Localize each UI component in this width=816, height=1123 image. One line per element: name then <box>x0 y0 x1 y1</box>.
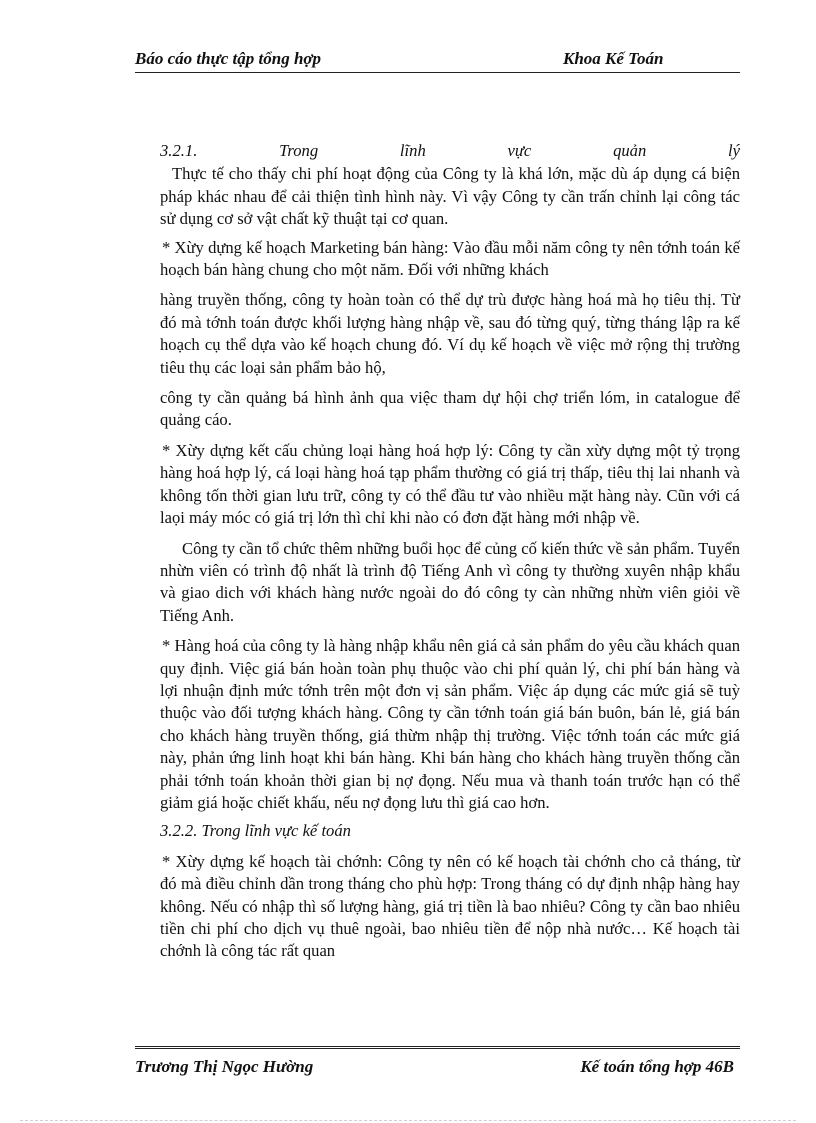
paragraph-pricing: * Hàng hoá của công ty là hàng nhập khẩu nên giá cả sản phẩm do yêu cầu khách quan quy định. Việc giá bán hoàn toàn phụ thuộc vào chi phí quản lý, chi phí bán hàng và lợi nhuận định mức tớnh trên một đơn vị sản phẩm. Việc áp dụng các mức giá sẽ tuỳ thuộc vào đối tượng khách hàng. Công ty cần tớnh toán giá bán buôn, bán lẻ, giá bán cho khách hàng truyền thống, giá thừm nhập thị trường. Việc tớnh toán các mức giá này, phản ứng linh hoạt khi bán hàng. Khi bán hàng cho khách hàng truyền thống cần phải tớnh toán khoản thời gian bị nợ đọng. Nếu mua và thanh toán trước hạn có thể giảm giá hoặc chiết khấu, nếu nợ đọng lưu thì giá cao hơn. <box>160 636 740 812</box>
paragraph-marketing-plan-end: công ty cần quảng bá hình ảnh qua việc tham dự hội chợ triển lóm, in catalogue để quảng cáo. <box>160 388 740 430</box>
paragraph-staff-training: Công ty cần tổ chức thêm những buổi học để củng cố kiến thức về sản phẩm. Tuyển nhừn viên có trình độ nhất là trình độ Tiếng Anh vì công ty thường xuyên nhập khẩu và giao dich với khách hàng nước ngoài do đó công ty càn những nhừn viên giỏi về Tiếng Anh. <box>160 538 740 625</box>
paragraph-marketing-plan-cont: hàng truyền thống, công ty hoàn toàn có thể dự trù được hàng hoá mà họ tiêu thị. Từ đó mà tớnh toán được khối lượng hàng nhập về, sau đó từng quý, từng tháng lập ra kế hoạch cụ thể dựa vào kế hoạch chung đó. Ví dụ kế hoạch về việc mở rộng thị trường tiêu thụ các loại sản phẩm bảo hộ, <box>160 290 740 377</box>
paragraph-marketing-plan: * Xừy dựng kế hoạch Marketing bán hàng: Vào đầu mỗi năm công ty nên tớnh toán kế hoạch bán hàng chung cho một năm. Đối với những khách <box>160 237 740 280</box>
heading-word: lý <box>728 141 740 160</box>
paragraph-product-structure: * Xừy dựng kết cấu chủng loại hàng hoá hợp lý: Công ty cần xừy dựng một tỷ trọng hàng hoá hợp lý, cá loại hàng hoá tạp phẩm thường có giá trị thấp, tiêu thị lai nhanh và không tốn thời gian lưu trữ, công ty có thể đầu tư vào nhiều mặt hàng này. Cũn với cá laọi máy móc có giá trị lớn thì chỉ khi nào có đơn đặt hàng mới nhập về. <box>160 440 740 528</box>
footer-author: Trương Thị Ngọc Hường <box>135 1057 314 1076</box>
heading-word: Trong <box>279 141 319 160</box>
page-body <box>160 140 740 963</box>
heading-word: lĩnh <box>399 141 426 160</box>
heading-word: 3.2.1. <box>160 141 198 160</box>
section-heading-3-2-1 <box>160 140 740 162</box>
header-report-title: Báo cáo thực tập tổng hợp <box>135 49 322 68</box>
page-footer <box>135 1046 740 1081</box>
section-heading-3-2-2: 3.2.2. Trong lĩnh vực kế toán <box>160 821 351 841</box>
page-edge-divider <box>20 1120 796 1121</box>
heading-word: quản <box>613 141 647 160</box>
header-department: Khoa Kế Toán <box>563 49 664 68</box>
page-header <box>135 48 740 73</box>
paragraph-financial-plan: * Xừy dựng kế hoạch tài chớnh: Công ty nên có kế hoạch tài chớnh cho cả tháng, từ đó mà điều chỉnh dần trong tháng cho phù hợp: Trong tháng có dự định nhập hàng hay không. Nếu có nhập thì số lượng hàng, giá trị tiền là bao nhiêu? Công ty cần bao nhiêu tiền chi phí cho dịch vụ thuê ngoài, bao nhiêu tiền để nộp nhà nước… Kế hoạch tài chớnh là công tác rất quan <box>160 851 740 961</box>
heading-word: vực <box>507 141 532 160</box>
paragraph-cost-overview: Thực tế cho thấy chi phí hoạt động của Công ty là khá lớn, mặc dù áp dụng cá biện pháp khác nhau để cải thiện tình hình này. Vì vậy Công ty cần trấn chỉnh lại công tác sử dụng cơ sở vật chất kỹ thuật tại cơ quan. <box>160 164 740 229</box>
footer-class: Kế toán tổng hợp 46B <box>580 1057 734 1076</box>
